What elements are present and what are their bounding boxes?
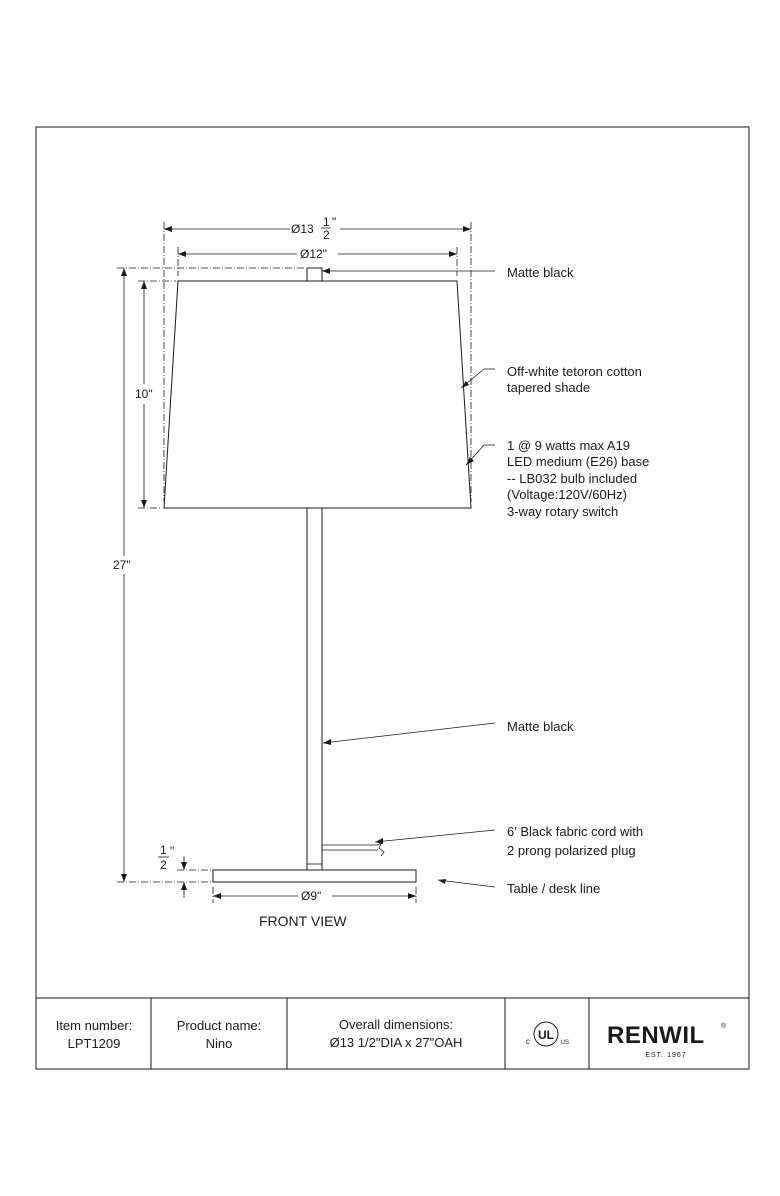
callout-cord-line: 6' Black fabric cord with (507, 824, 644, 839)
overall-dimensions-value: Ø13 1/2"DIA x 27"OAH (329, 1035, 463, 1050)
dim-base-height-inch: " (170, 844, 175, 858)
callout-bulb (507, 438, 653, 519)
callout-table-line: Table / desk line (507, 881, 601, 896)
item-number-label: Item number: (55, 1018, 133, 1033)
ul-mark-c: c (526, 1037, 530, 1046)
callout-cord-line: 2 prong polarized plug (507, 843, 636, 858)
dim-shade-top-frac-den: 2 (323, 228, 330, 242)
item-number-value: LPT1209 (67, 1036, 121, 1051)
dimension-base-diameter (213, 887, 416, 903)
brand-established: EST. 1967 (645, 1052, 687, 1059)
dim-shade-top-inch: " (332, 215, 337, 229)
callout-leaders (322, 268, 495, 887)
callout-bulb-line: 3-way rotary switch (507, 504, 619, 519)
product-name-value: Nino (205, 1036, 233, 1051)
callout-shade (507, 364, 646, 395)
ul-certification-icon (526, 1022, 569, 1046)
dimension-shade-height (135, 281, 176, 508)
dim-shade-value: Ø12" (300, 247, 327, 261)
lamp-shade (164, 281, 471, 508)
title-block (56, 998, 727, 1069)
callout-shade-line: Off-white tetoron cotton (507, 364, 642, 379)
dim-base-diameter-value: Ø9" (301, 889, 322, 903)
dim-overall-height-value: 27" (113, 558, 131, 572)
callout-bulb-line: (Voltage:120V/60Hz) (507, 487, 627, 502)
ul-mark-us: US (560, 1040, 570, 1046)
view-title: FRONT VIEW (259, 913, 347, 929)
brand-name: RENWIL (607, 1022, 705, 1049)
dimension-overall-height (113, 268, 305, 882)
dim-shade-top-frac-num: 1 (323, 215, 330, 229)
brand-registered: ® (721, 1023, 727, 1030)
dimension-base-height (158, 843, 211, 898)
dim-shade-top-value: Ø13 (291, 222, 314, 236)
callout-bulb-line: LED medium (E26) base (507, 454, 650, 469)
dim-base-height-den: 2 (160, 858, 167, 872)
product-name-label: Product name: (176, 1018, 262, 1033)
callout-shade-line: tapered shade (507, 380, 591, 395)
lamp-front-view (164, 268, 471, 882)
callout-bulb-line: 1 @ 9 watts max A19 (507, 438, 631, 453)
callout-finial: Matte black (507, 265, 574, 280)
callout-bulb-line: -- LB032 bulb included (507, 471, 638, 486)
ul-mark-text: UL (538, 1028, 554, 1042)
callout-cord (507, 824, 647, 858)
dimension-shade (178, 247, 457, 276)
lamp-base (213, 870, 416, 882)
overall-dimensions-label: Overall dimensions: (338, 1017, 454, 1032)
dim-base-height-num: 1 (160, 843, 167, 857)
renwil-logo (607, 1022, 727, 1059)
dim-shade-height-value: 10" (135, 387, 153, 401)
power-cord (322, 842, 384, 856)
callout-stem: Matte black (507, 719, 574, 734)
finial (307, 268, 322, 281)
